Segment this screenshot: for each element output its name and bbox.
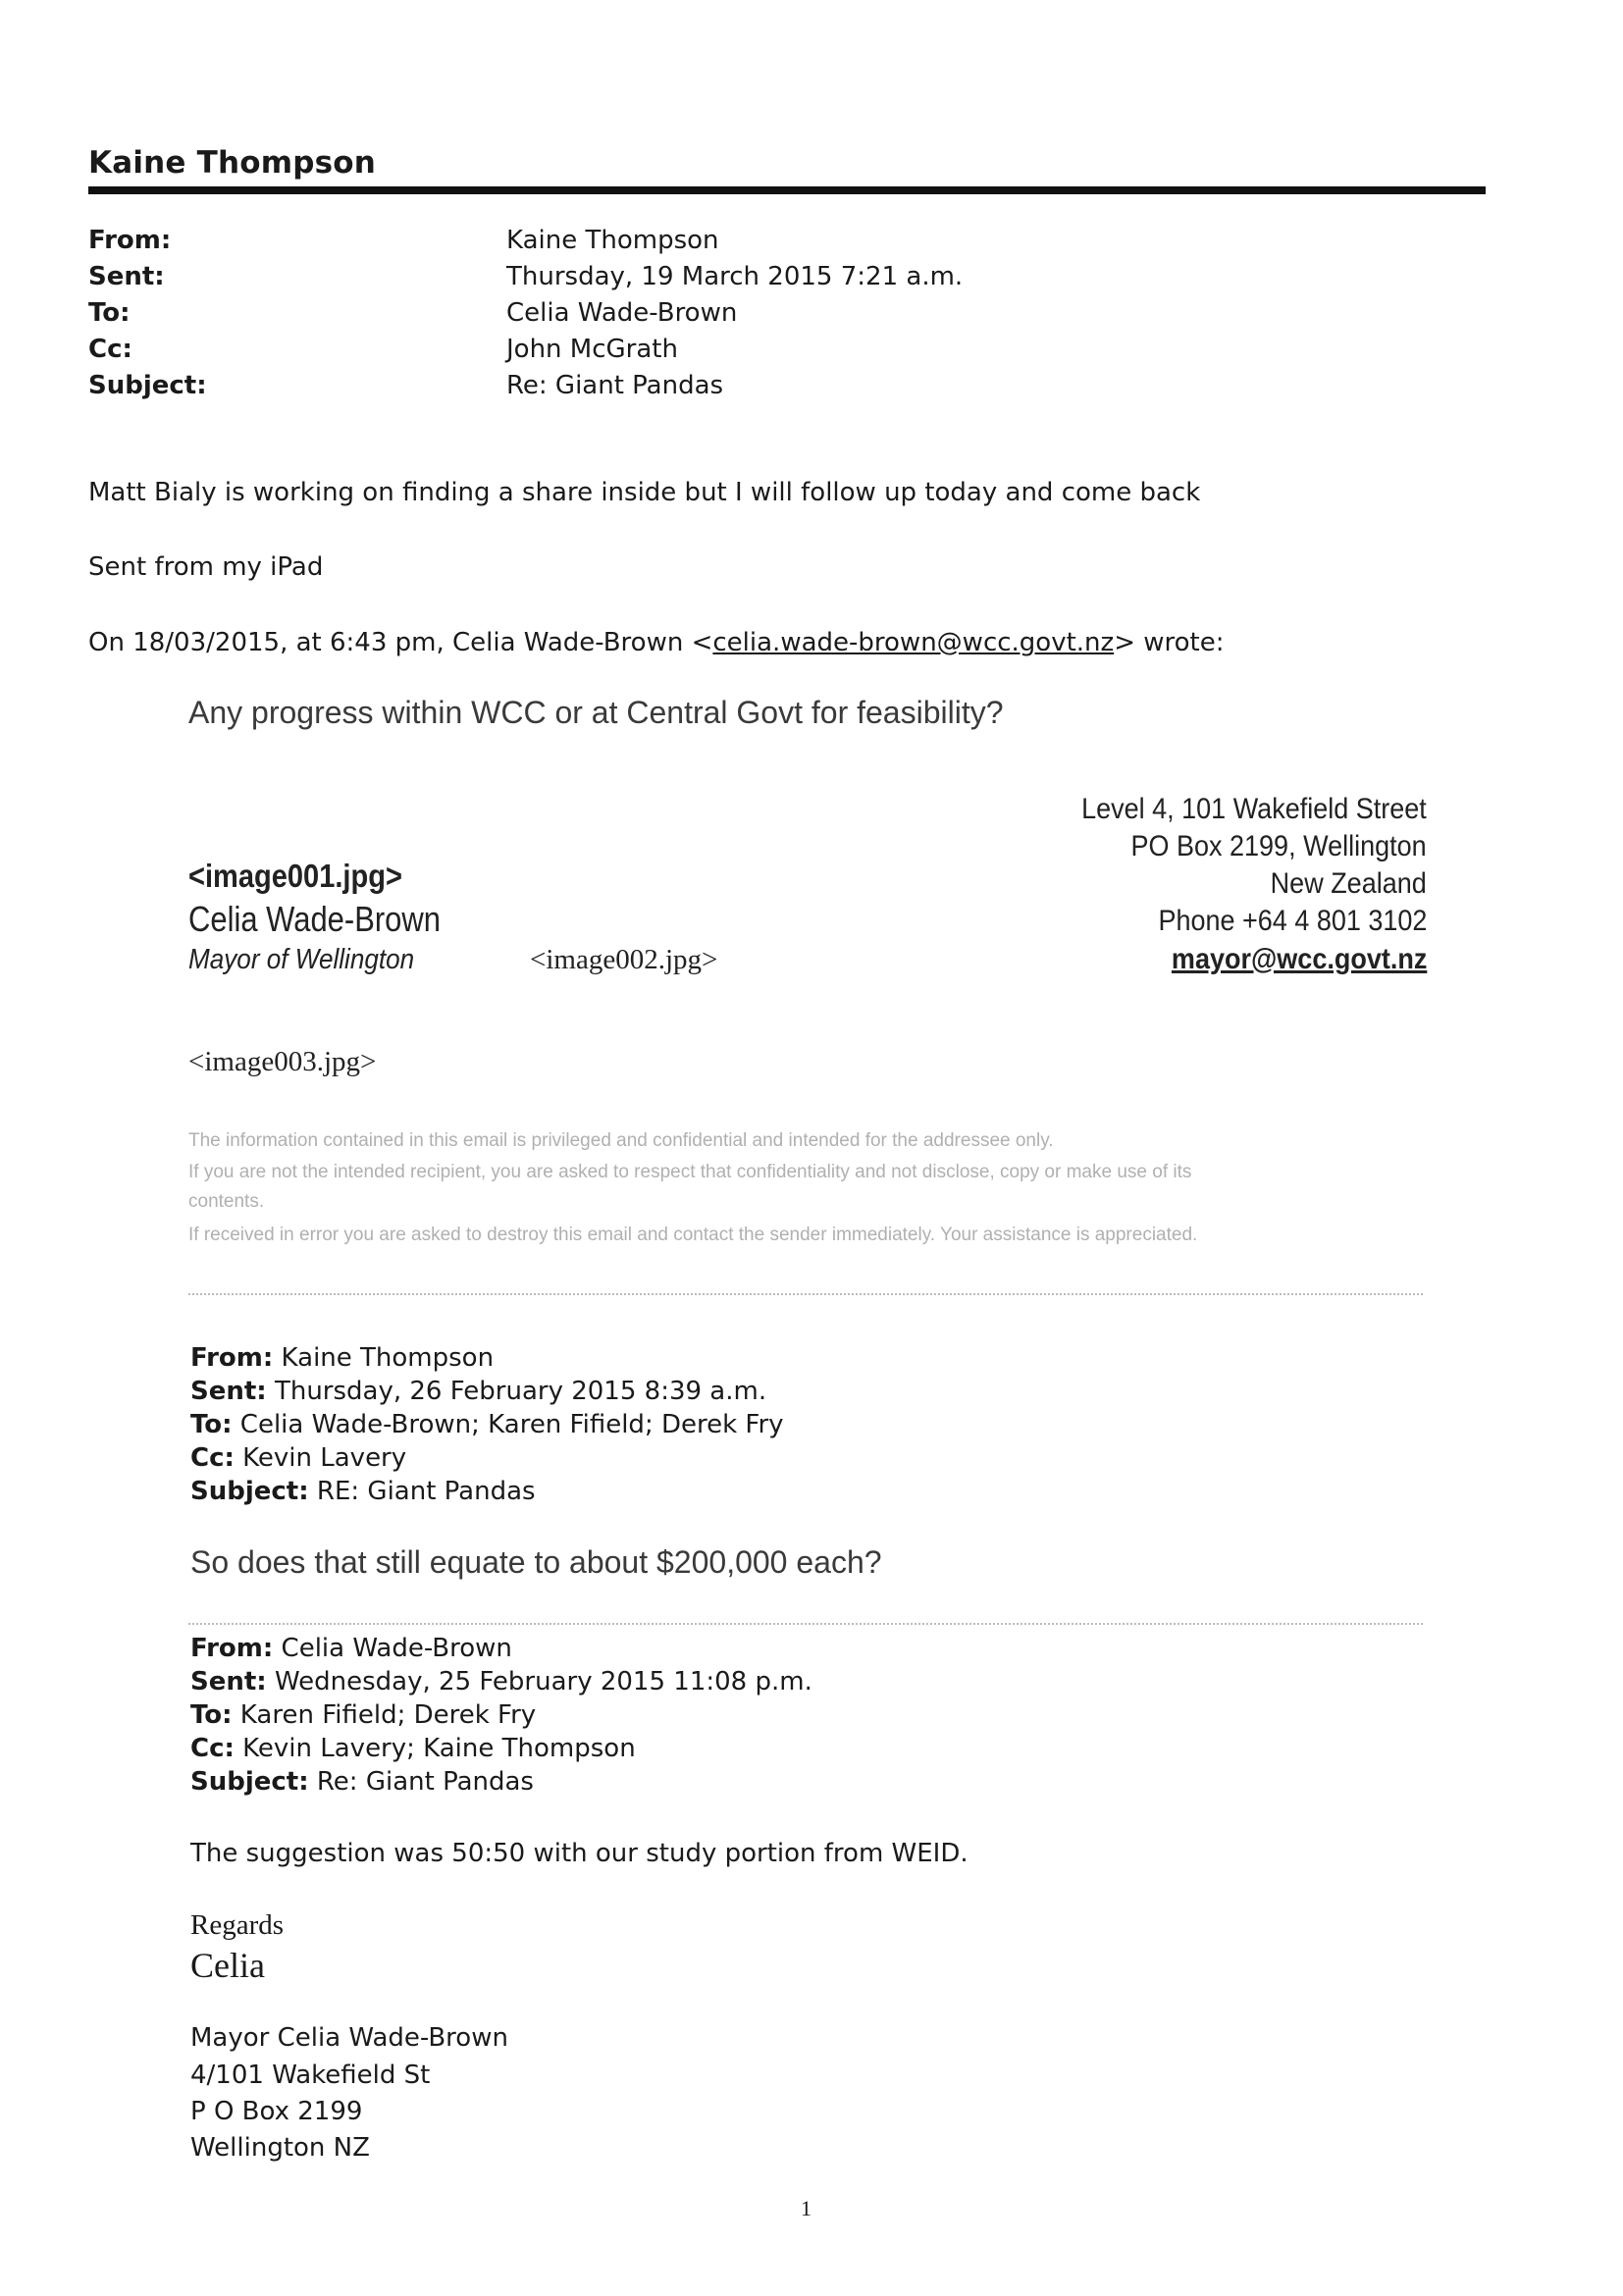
cc-label: Cc: [88, 335, 132, 364]
email3-sig-line-3: P O Box 2199 [190, 2097, 363, 2126]
to-value: Celia Wade-Brown [506, 298, 738, 328]
email3-cc [190, 1732, 636, 1765]
email3-signoff: Celia [190, 1946, 265, 1985]
email3-from-value: Celia Wade-Brown [273, 1634, 512, 1663]
email2-subject-value: RE: Giant Pandas [308, 1477, 536, 1506]
email3-from [190, 1632, 512, 1665]
email3-sig-line-2: 4/101 Wakefield St [190, 2061, 431, 2090]
address-line-3: New Zealand [1270, 867, 1427, 900]
image003-placeholder: <image003.jpg> [188, 1046, 377, 1077]
address-line-2: PO Box 2199, Wellington [1130, 830, 1427, 862]
email3-sent [190, 1665, 812, 1698]
document-title: Kaine Thompson [88, 145, 377, 181]
email3-sent-value: Wednesday, 25 February 2015 11:08 p.m. [266, 1667, 812, 1696]
subject-value: Re: Giant Pandas [506, 371, 724, 400]
disclaimer-line-3: contents. [188, 1191, 265, 1212]
cc-value: John McGrath [506, 335, 678, 364]
email3-sent-label: Sent: [190, 1667, 267, 1696]
image002-placeholder: <image002.jpg> [530, 944, 718, 975]
email2-sent [190, 1375, 766, 1408]
disclaimer-line-2: If you are not the intended recipient, you are asked to respect that confidentiality and not disclose, copy or make use of its [188, 1162, 1192, 1182]
to-label: To: [88, 298, 131, 328]
email3-to-value: Karen Fifield; Derek Fry [232, 1700, 537, 1730]
email3-sig-line-1: Mayor Celia Wade-Brown [190, 2023, 508, 2053]
disclaimer-line-1: The information contained in this email is privileged and confidential and intended for the addressee only. [188, 1130, 1054, 1151]
email3-to [190, 1698, 536, 1732]
body-line-1: Matt Bialy is working on finding a share inside but I will follow up today and come back [88, 478, 1201, 507]
email3-from-label: From: [190, 1634, 274, 1663]
sent-label: Sent: [88, 262, 165, 291]
email2-to-label: To: [190, 1410, 233, 1439]
email3-to-label: To: [190, 1700, 233, 1730]
sent-from-ipad: Sent from my iPad [88, 552, 324, 582]
wrote-suffix: > wrote: [1114, 628, 1225, 657]
email3-body: The suggestion was 50:50 with our study portion from WEID. [190, 1839, 969, 1868]
address-line-1: Level 4, 101 Wakefield Street [1081, 793, 1427, 825]
quoted-question: Any progress within WCC or at Central Govt for feasibility? [188, 695, 1004, 730]
subject-label: Subject: [88, 371, 207, 400]
phone-line: Phone +64 4 801 3102 [1157, 905, 1427, 937]
email2-cc-label: Cc: [190, 1443, 235, 1473]
email2-subject [190, 1475, 536, 1508]
disclaimer-line-4: If received in error you are asked to destroy this email and contact the sender immediately. Your assistance is appreciated. [188, 1225, 1198, 1245]
email2-to [190, 1408, 784, 1441]
email3-subject-label: Subject: [190, 1767, 309, 1797]
wrote-prefix: On 18/03/2015, at 6:43 pm, Celia Wade-Brown < [88, 628, 713, 657]
from-label: From: [88, 226, 172, 255]
email2-to-value: Celia Wade-Brown; Karen Fifield; Derek Fry [232, 1410, 784, 1439]
wrote-line [88, 628, 1224, 657]
email3-cc-value: Kevin Lavery; Kaine Thompson [234, 1734, 636, 1763]
email3-subject [190, 1765, 534, 1799]
sent-value: Thursday, 19 March 2015 7:21 a.m. [506, 262, 964, 291]
title-divider [88, 186, 1486, 194]
email3-subject-value: Re: Giant Pandas [308, 1767, 534, 1797]
email2-sent-value: Thursday, 26 February 2015 8:39 a.m. [266, 1377, 767, 1406]
email2-from-value: Kaine Thompson [273, 1343, 495, 1373]
email2-from-label: From: [190, 1343, 274, 1373]
signature-name: Celia Wade-Brown [188, 899, 441, 939]
email2-subject-label: Subject: [190, 1477, 309, 1506]
email3-regards: Regards [190, 1909, 285, 1941]
signature-role: Mayor of Wellington [188, 944, 415, 975]
mayor-email-link[interactable]: mayor@wcc.govt.nz [1171, 943, 1427, 975]
email3-sig-line-4: Wellington NZ [190, 2133, 370, 2163]
email2-sent-label: Sent: [190, 1377, 267, 1406]
from-value: Kaine Thompson [506, 226, 719, 255]
separator-1 [188, 1293, 1423, 1295]
page-number: 1 [801, 2196, 812, 2220]
email2-cc [190, 1441, 406, 1475]
email2-cc-value: Kevin Lavery [234, 1443, 407, 1473]
image001-placeholder: <image001.jpg> [188, 858, 402, 894]
wrote-email-link[interactable]: celia.wade-brown@wcc.govt.nz [712, 628, 1115, 657]
email3-cc-label: Cc: [190, 1734, 235, 1763]
email2-body: So does that still equate to about $200,000 each? [190, 1544, 882, 1580]
email2-from [190, 1341, 494, 1375]
separator-2 [188, 1623, 1423, 1625]
